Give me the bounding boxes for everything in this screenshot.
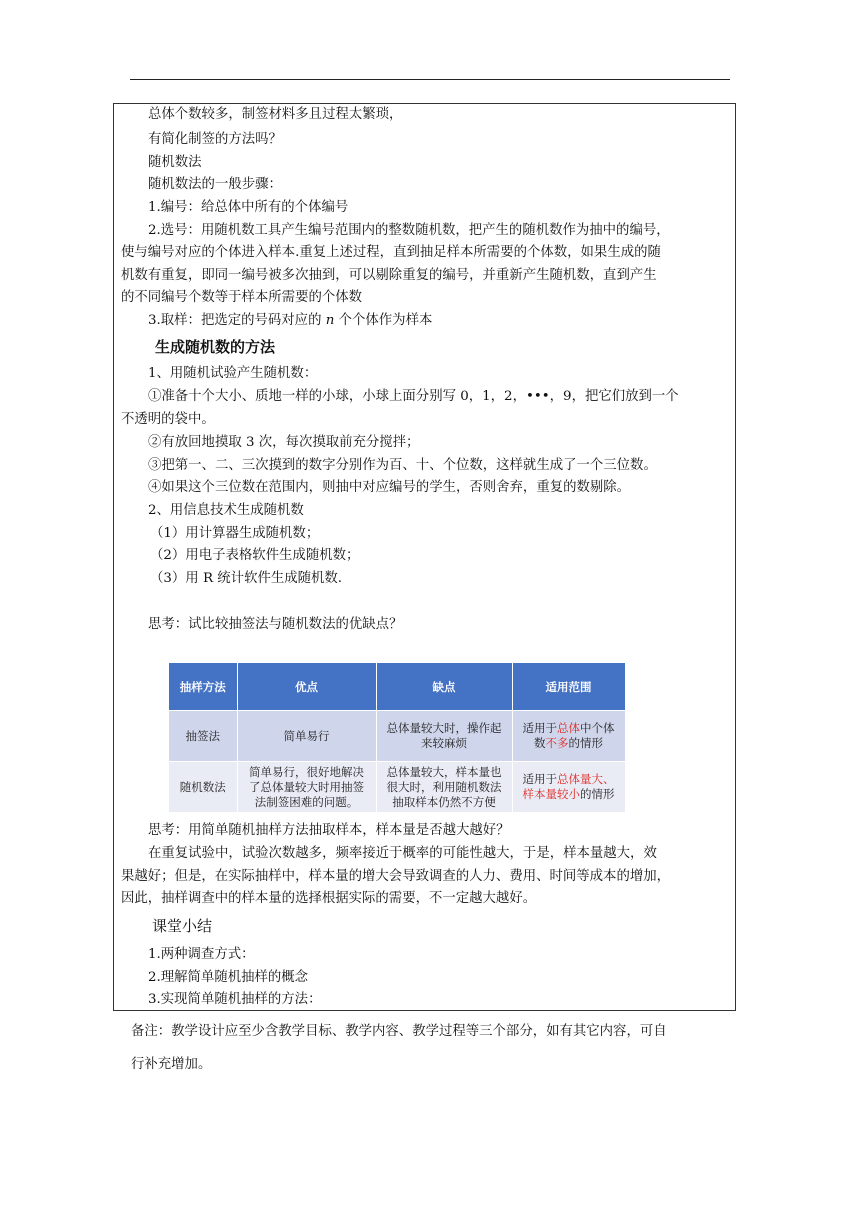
summary-heading: 课堂小结 bbox=[152, 917, 213, 935]
highlight-text: 总体 bbox=[557, 721, 580, 735]
cell-text: 数 bbox=[534, 736, 546, 750]
paragraph-line: 因此，抽样调查中的样本量的选择根据实际的需要，不一定越大越好。 bbox=[121, 891, 537, 906]
list-item: （3）用 R 统计软件生成随机数. bbox=[150, 571, 343, 586]
header-cell: 优点 bbox=[237, 663, 376, 711]
cell-text: 中个体 bbox=[580, 721, 615, 735]
step-item: 2.选号：用随机数工具产生编号范围内的整数随机数，把产生的随机数作为抽中的编号， bbox=[148, 223, 670, 238]
text-line: 的不同编号个数等于样本所需要的个体数 bbox=[121, 290, 363, 305]
cell-text: 来较麻烦 bbox=[421, 736, 467, 750]
text-line: 机数有重复，即同一编号被多次抽到，可以剔除重复的编号，并重新产生随机数，直到产生 bbox=[121, 268, 657, 283]
question-text: 思考：试比较抽签法与随机数法的优缺点？ bbox=[148, 617, 403, 632]
con-cell bbox=[376, 711, 512, 762]
paragraph-line: 果越好；但是，在实际抽样中，样本量的增大会导致调查的人力、费用、时间等成本的增加， bbox=[121, 869, 671, 884]
pro-cell: 简单易行 bbox=[237, 711, 376, 762]
cell-text: 总体量较大时，操作起 bbox=[386, 721, 502, 735]
section-heading: 生成随机数的方法 bbox=[155, 338, 276, 356]
text-line: 不透明的袋中。 bbox=[121, 412, 215, 427]
highlight-text: 不多 bbox=[545, 736, 569, 750]
text-span: 个个体作为样本 bbox=[334, 313, 433, 328]
variable-n: n bbox=[325, 313, 335, 328]
scope-cell bbox=[512, 711, 625, 762]
table-header-row bbox=[169, 663, 625, 711]
list-item: （2）用电子表格软件生成随机数； bbox=[150, 548, 360, 563]
text-line: 有简化制签的方法吗？ bbox=[148, 132, 282, 147]
footer-note: 行补充增加。 bbox=[131, 1057, 212, 1072]
question-text: 思考：用简单随机抽样方法抽取样本，样本量是否越大越好？ bbox=[148, 823, 510, 838]
cell-text: 抽取样本仍然不方便 bbox=[392, 794, 496, 809]
cell-text: 法制签困难的问题。 bbox=[254, 794, 359, 809]
highlight-text: 总体量大、 bbox=[557, 772, 615, 786]
text-line: 2、用信息技术生成随机数 bbox=[148, 503, 304, 518]
scope-cell bbox=[512, 762, 625, 813]
table-row bbox=[169, 762, 625, 813]
table-row bbox=[169, 711, 625, 762]
summary-item: 1.两种调查方式： bbox=[148, 947, 255, 962]
header-cell: 缺点 bbox=[376, 663, 512, 711]
header-rule bbox=[130, 79, 730, 80]
method-cell: 抽签法 bbox=[169, 711, 237, 762]
footer-note: 备注：教学设计应至少含教学目标、教学内容、教学过程等三个部分，如有其它内容，可自 bbox=[131, 1024, 667, 1039]
summary-item: 3.实现简单随机抽样的方法： bbox=[148, 992, 322, 1007]
cell-text: 适用于 bbox=[522, 772, 557, 786]
pro-cell bbox=[237, 762, 376, 813]
cell-text: 的情形 bbox=[568, 736, 603, 750]
summary-item: 2.理解简单随机抽样的概念 bbox=[148, 970, 309, 985]
text-line: ②有放回地摸取 3 次，每次摸取前充分搅拌； bbox=[148, 435, 420, 450]
text-line: 使与编号对应的个体进入样本.重复上述过程，直到抽足样本所需要的个体数，如果生成的随 bbox=[121, 245, 661, 260]
cell-text: 很大时，利用随机数法 bbox=[386, 779, 502, 794]
text-line: ①准备十个大小、质地一样的小球，小球上面分别写 0，1，2，•••，9，把它们放到一个 bbox=[148, 389, 679, 404]
text-line: 随机数法 bbox=[148, 155, 202, 170]
header-cell: 适用范围 bbox=[512, 663, 625, 711]
text-line: ③把第一、二、三次摸到的数字分别作为百、十、个位数，这样就生成了一个三位数。 bbox=[148, 458, 657, 473]
step-item: 1.编号：给总体中所有的个体编号 bbox=[148, 200, 349, 215]
paragraph-line: 在重复试验中，试验次数越多，频率接近于概率的可能性越大，于是，样本量越大，效 bbox=[148, 846, 657, 861]
text-span: 3.取样：把选定的号码对应的 bbox=[148, 313, 326, 328]
text-line: 1、用随机试验产生随机数： bbox=[148, 366, 318, 381]
text-line: ④如果这个三位数在范围内，则抽中对应编号的学生，否则舍弃，重复的数剔除。 bbox=[148, 480, 631, 495]
comparison-table bbox=[169, 663, 626, 812]
con-cell bbox=[376, 762, 512, 813]
step-item bbox=[148, 310, 758, 332]
method-cell: 随机数法 bbox=[169, 762, 237, 813]
header-cell: 抽样方法 bbox=[169, 663, 237, 711]
cell-text: 简单易行，很好地解决 bbox=[249, 764, 364, 779]
cell-text: 的情形 bbox=[580, 787, 615, 801]
cell-text: 总体量较大，样本量也 bbox=[386, 764, 502, 779]
list-item: （1）用计算器生成随机数； bbox=[150, 526, 320, 541]
cell-text: 了总体量较大时用抽签 bbox=[249, 779, 364, 794]
text-line: 随机数法的一般步骤： bbox=[148, 177, 282, 192]
text-line: 总体个数较多，制签材料多且过程太繁琐， bbox=[148, 107, 403, 122]
highlight-text: 样本量较小 bbox=[522, 787, 580, 801]
cell-text: 适用于 bbox=[522, 721, 557, 735]
